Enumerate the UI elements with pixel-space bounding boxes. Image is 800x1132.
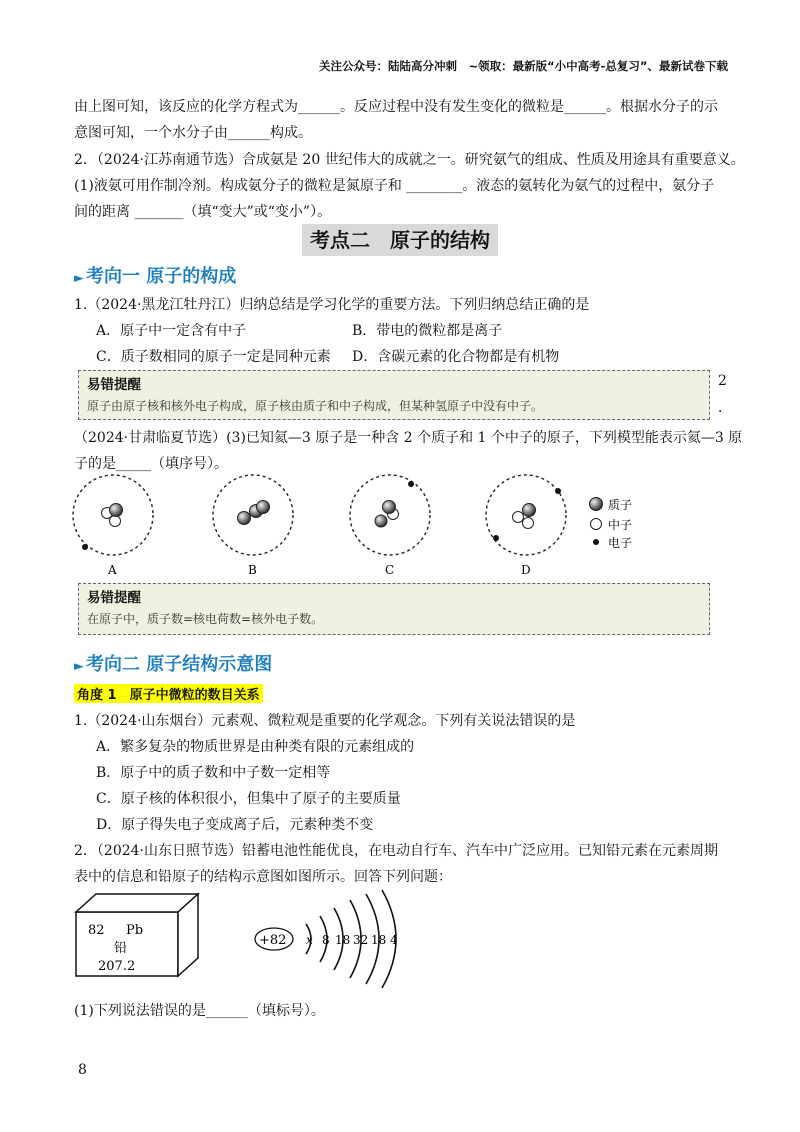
legend-electron: 电子 [608, 536, 633, 550]
question-2-line-2: (1)液氨可用作制冷剂。构成氨分子的微粒是氮原子和 ________。液态的氨转化为氨气的过程中，氨分子 [74, 178, 715, 194]
model-label-d: D [521, 563, 531, 577]
model-label-c: C [385, 563, 395, 577]
tip-body: 原子由原子核和核外电子构成，原子核由质子和中子构成，但某种氢原子中没有中子。 [87, 399, 544, 413]
model-c [350, 475, 430, 577]
shell-4-count: 32 [353, 933, 369, 947]
d1-question-2-line-1: （2024·甘肃临夏节选）(3)已知氦—3 原子是一种含 2 个质子和 1 个中子的原子，下列模型能表示氦—3 原 [74, 430, 743, 446]
angle-label: 角度 1 原子中微粒的数目关系 [74, 684, 263, 703]
triangle-arrow-icon: ► [74, 271, 84, 286]
direction-2-heading [74, 650, 272, 676]
direction-1-heading [74, 262, 236, 288]
legend-proton: 质子 [608, 498, 633, 512]
element-mass: 207.2 [98, 959, 136, 974]
d1-question-2-line-2: 子的是_____（填序号）。 [74, 456, 228, 472]
shell-3-count: 18 [335, 933, 351, 947]
d2-question-1: 1.（2024·山东烟台）元素观、微粒观是重要的化学观念。下列有关说法错误的是 [74, 713, 576, 729]
tip2-title: 易错提醒 [87, 590, 141, 606]
d2-question-2-sub-1: (1)下列说法错误的是______（填标号）。 [74, 1003, 325, 1019]
d1-option-b: B．带电的微粒都是离子 [352, 323, 503, 339]
direction-2-title: 考向二 原子结构示意图 [86, 654, 273, 675]
element-name: 铅 [114, 941, 128, 956]
tip-box-1 [78, 370, 710, 420]
page-number: 8 [78, 1062, 87, 1078]
question-number-2: 2 [718, 373, 727, 389]
legend [590, 497, 633, 550]
model-a [73, 475, 153, 577]
element-symbol: Pb [126, 923, 144, 938]
shell-5-count: 18 [371, 933, 387, 947]
d2-option-a: A．繁多复杂的物质世界是由种类有限的元素组成的 [96, 739, 415, 755]
intro-line-2: 意图可知，一个水分子由______构成。 [74, 125, 312, 141]
d2-option-b: B．原子中的质子数和中子数一定相等 [96, 765, 331, 781]
d1-option-a: A．原子中一定含有中子 [96, 323, 247, 339]
d1-option-d: D．含碳元素的化合物都是有机物 [352, 349, 560, 365]
legend-neutron: 中子 [608, 518, 633, 532]
tip-box-2 [78, 583, 710, 635]
triangle-arrow-icon: ► [74, 659, 84, 674]
page-header: 关注公众号：陆陆高分冲刺 ~领取：最新版“小中高考-总复习”、最新试卷下载 [318, 59, 728, 73]
element-cell-figure [66, 890, 216, 982]
tip2-body: 在原子中，质子数=核电荷数=核外电子数。 [87, 612, 324, 626]
lead-atom-structure [250, 880, 430, 990]
d2-question-2-line-2: 表中的信息和铅原子的结构示意图如图所示。回答下列问题： [74, 869, 452, 885]
model-label-b: B [248, 563, 257, 577]
question-2-line-3: 间的距离 _______（填“变大”或“变小”）。 [74, 204, 332, 220]
tip-title: 易错提醒 [87, 377, 141, 393]
d1-option-c: C．质子数相同的原子一定是同种元素 [96, 349, 331, 365]
model-label-a: A [108, 563, 117, 577]
shell-1-count: x [306, 933, 313, 947]
d2-option-c: C．原子核的体积很小，但集中了原子的主要质量 [96, 791, 401, 807]
direction-1-title: 考向一 原子的构成 [86, 266, 237, 287]
element-number: 82 [88, 923, 105, 938]
nucleus-charge: +82 [259, 933, 287, 948]
shell-2-count: 8 [322, 933, 330, 947]
model-d [486, 475, 566, 577]
atom-models-figure [60, 470, 680, 580]
shell-6-count: 4 [390, 933, 398, 947]
question-number-dot: ． [718, 400, 732, 416]
d2-question-2-line-1: 2．（2024·山东日照节选）铅蓄电池性能优良，在电动自行车、汽车中广泛应用。已知铅元素在元素周期 [74, 843, 718, 859]
model-b [213, 475, 293, 577]
d1-question-1: 1.（2024·黑龙江牡丹江）归纳总结是学习化学的重要方法。下列归纳总结正确的是 [74, 297, 590, 313]
intro-line-1: 由上图可知，该反应的化学方程式为______。反应过程中没有发生变化的微粒是______。根据水分子的示 [74, 99, 718, 115]
question-2-line-1: 2．（2024·江苏南通节选）合成氨是 20 世纪伟大的成就之一。研究氨气的组成、性质及用途具有重要意义。 [74, 152, 745, 168]
topic-title: 考点二 原子的结构 [302, 224, 498, 256]
d2-option-d: D．原子得失电子变成离子后，元素种类不变 [96, 817, 374, 833]
